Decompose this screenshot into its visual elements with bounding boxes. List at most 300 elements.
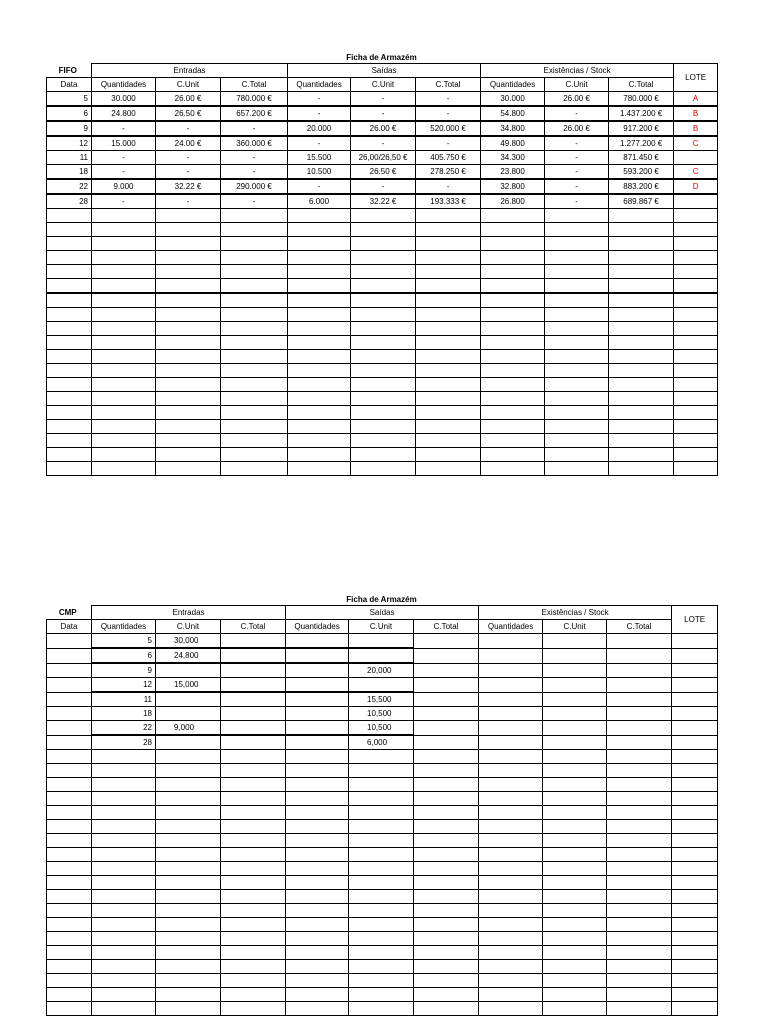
table-cell (674, 265, 718, 279)
table-cell (414, 806, 479, 820)
table-cell (288, 322, 351, 336)
table-cell (351, 237, 416, 251)
table-cell (672, 820, 718, 834)
table-cell (481, 322, 545, 336)
table-cell (349, 792, 414, 806)
table-cell (479, 876, 543, 890)
table-cell (479, 946, 543, 960)
table-cell (481, 293, 545, 308)
table-cell (543, 750, 607, 764)
fifo-sheet-title: Ficha de Armazém (346, 53, 417, 62)
fifo-col-entradas-ctotal: C.Total (221, 78, 288, 92)
table-cell (672, 1002, 718, 1016)
table-cell (414, 778, 479, 792)
table-cell (221, 364, 288, 378)
table-cell (545, 406, 609, 420)
table-cell: - (288, 179, 351, 194)
table-cell (609, 209, 674, 223)
table-cell (609, 378, 674, 392)
table-cell (349, 634, 414, 649)
table-cell (92, 764, 156, 778)
table-cell (545, 336, 609, 350)
table-cell (609, 322, 674, 336)
table-cell: 5 (92, 634, 156, 649)
table-row (47, 151, 718, 165)
table-cell (47, 634, 92, 649)
table-cell (47, 862, 92, 876)
table-cell (479, 890, 543, 904)
table-cell (156, 462, 221, 476)
cmp-group-saidas: Saídas (286, 606, 479, 620)
table-cell (288, 448, 351, 462)
table-cell: - (545, 194, 609, 209)
table-cell (92, 1002, 156, 1016)
table-cell (479, 707, 543, 721)
table-row (47, 194, 718, 209)
table-cell (221, 209, 288, 223)
table-cell (674, 364, 718, 378)
table-cell (47, 350, 92, 364)
empty-row (47, 251, 718, 265)
table-cell: 32.22 € (156, 179, 221, 194)
table-cell (674, 350, 718, 364)
table-cell (607, 918, 672, 932)
table-cell (607, 634, 672, 649)
table-cell (414, 960, 479, 974)
table-cell: 12 (47, 136, 92, 151)
table-cell (156, 392, 221, 406)
table-cell (349, 862, 414, 876)
table-cell (414, 648, 479, 663)
fifo-method-label: FIFO (47, 64, 92, 78)
table-cell (156, 448, 221, 462)
empty-row (47, 378, 718, 392)
table-cell (286, 876, 349, 890)
table-cell (286, 988, 349, 1002)
table-cell (92, 750, 156, 764)
table-cell (607, 820, 672, 834)
empty-row (47, 420, 718, 434)
table-cell (672, 764, 718, 778)
table-cell (286, 750, 349, 764)
table-cell (543, 890, 607, 904)
table-cell (607, 932, 672, 946)
empty-row (47, 265, 718, 279)
table-cell (414, 890, 479, 904)
table-cell (156, 434, 221, 448)
table-row (47, 92, 718, 107)
table-cell: 290.000 € (221, 179, 288, 194)
table-cell (349, 974, 414, 988)
table-cell (414, 634, 479, 649)
table-cell (607, 735, 672, 750)
table-cell (416, 462, 481, 476)
table-cell: - (92, 151, 156, 165)
table-cell (47, 721, 92, 736)
table-cell (416, 223, 481, 237)
table-cell (672, 946, 718, 960)
table-row (47, 678, 718, 693)
table-cell (221, 251, 288, 265)
table-cell (221, 336, 288, 350)
table-cell (221, 378, 288, 392)
table-cell: 30,000 (156, 634, 221, 649)
table-cell (609, 462, 674, 476)
table-cell (607, 834, 672, 848)
table-cell (351, 378, 416, 392)
table-cell (221, 946, 286, 960)
table-cell (414, 692, 479, 707)
table-cell: 15,500 (349, 692, 414, 707)
table-cell (286, 974, 349, 988)
table-cell: - (288, 136, 351, 151)
table-cell (221, 634, 286, 649)
table-cell (351, 223, 416, 237)
table-cell (414, 721, 479, 736)
table-cell (92, 904, 156, 918)
table-cell (674, 151, 718, 165)
table-cell: B (674, 106, 718, 121)
table-cell: 871.450 € (609, 151, 674, 165)
table-cell (609, 223, 674, 237)
table-cell (286, 890, 349, 904)
table-cell (607, 792, 672, 806)
table-cell (607, 988, 672, 1002)
table-cell (416, 448, 481, 462)
table-cell (479, 806, 543, 820)
table-cell (672, 750, 718, 764)
table-cell (674, 308, 718, 322)
table-cell (672, 806, 718, 820)
table-cell (288, 392, 351, 406)
table-cell (47, 946, 92, 960)
table-cell (221, 223, 288, 237)
table-cell (92, 806, 156, 820)
table-cell (416, 336, 481, 350)
table-cell (288, 350, 351, 364)
table-cell (92, 223, 156, 237)
table-row (47, 634, 718, 649)
table-cell: 5 (47, 92, 92, 107)
table-cell (47, 960, 92, 974)
table-cell (286, 960, 349, 974)
table-cell (47, 904, 92, 918)
table-cell (221, 420, 288, 434)
table-cell (156, 834, 221, 848)
table-cell: 11 (92, 692, 156, 707)
table-cell (349, 904, 414, 918)
fifo-col-entradas-cunit: C.Unit (156, 78, 221, 92)
table-cell (674, 392, 718, 406)
table-cell (156, 764, 221, 778)
table-cell (288, 336, 351, 350)
table-cell (47, 988, 92, 1002)
table-cell (607, 876, 672, 890)
table-cell (609, 336, 674, 350)
table-cell (543, 634, 607, 649)
table-cell: 24.00 € (156, 136, 221, 151)
fifo-col-saidas-quantidades: Quantidades (288, 78, 351, 92)
table-cell (543, 918, 607, 932)
table-cell (286, 848, 349, 862)
table-cell (672, 735, 718, 750)
table-cell: - (545, 106, 609, 121)
table-cell (414, 904, 479, 918)
table-cell (479, 792, 543, 806)
table-cell (609, 406, 674, 420)
table-cell (416, 392, 481, 406)
table-cell (92, 434, 156, 448)
table-cell: - (351, 92, 416, 107)
table-cell: 9 (92, 663, 156, 678)
fifo-group-lote: LOTE (674, 64, 718, 92)
table-cell (479, 1002, 543, 1016)
table-cell (416, 350, 481, 364)
table-cell (543, 778, 607, 792)
table-cell (288, 364, 351, 378)
table-cell (221, 862, 286, 876)
table-cell: - (416, 179, 481, 194)
table-cell (286, 707, 349, 721)
table-cell: - (288, 92, 351, 107)
empty-row (47, 904, 718, 918)
table-cell: 20,000 (349, 663, 414, 678)
table-cell (288, 378, 351, 392)
table-cell (545, 293, 609, 308)
table-cell (414, 834, 479, 848)
table-cell (674, 293, 718, 308)
table-cell (92, 251, 156, 265)
table-cell: 26.00 € (351, 121, 416, 136)
fifo-group-header-row (47, 64, 718, 78)
table-cell: - (221, 151, 288, 165)
table-cell (414, 988, 479, 1002)
table-cell (286, 834, 349, 848)
table-cell (47, 648, 92, 663)
table-cell: 780.000 € (609, 92, 674, 107)
table-cell (479, 960, 543, 974)
table-cell (221, 279, 288, 294)
cmp-col-saidas-cunit: C.Unit (349, 620, 414, 634)
table-cell (47, 223, 92, 237)
table-cell (92, 988, 156, 1002)
table-cell (47, 293, 92, 308)
table-cell: 10,500 (349, 721, 414, 736)
empty-row (47, 792, 718, 806)
table-cell (349, 890, 414, 904)
table-row (47, 707, 718, 721)
table-cell: 28 (92, 735, 156, 750)
fifo-col-stock-cunit: C.Unit (545, 78, 609, 92)
table-cell (479, 932, 543, 946)
table-cell (349, 806, 414, 820)
table-row (47, 721, 718, 736)
table-cell (351, 322, 416, 336)
table-cell (221, 434, 288, 448)
table-cell (47, 322, 92, 336)
table-cell (543, 974, 607, 988)
table-cell (351, 279, 416, 294)
table-cell (607, 764, 672, 778)
table-cell (543, 678, 607, 693)
table-cell (221, 1002, 286, 1016)
table-cell: - (92, 165, 156, 180)
table-cell (416, 293, 481, 308)
table-cell: 689.867 € (609, 194, 674, 209)
table-cell: 24,800 (156, 648, 221, 663)
table-cell: 32.800 (481, 179, 545, 194)
table-cell: - (221, 121, 288, 136)
table-cell (156, 279, 221, 294)
cmp-col-entradas-quantidades: Quantidades (92, 620, 156, 634)
table-cell (479, 778, 543, 792)
table-cell (481, 279, 545, 294)
table-cell: 593.200 € (609, 165, 674, 180)
table-cell (479, 692, 543, 707)
empty-row (47, 434, 718, 448)
table-cell (221, 792, 286, 806)
table-cell (672, 862, 718, 876)
table-cell (286, 735, 349, 750)
table-cell (414, 707, 479, 721)
empty-row (47, 293, 718, 308)
table-cell (672, 960, 718, 974)
table-cell: 26.50 € (351, 165, 416, 180)
table-cell (607, 974, 672, 988)
table-cell (47, 778, 92, 792)
table-cell (351, 392, 416, 406)
table-cell (481, 434, 545, 448)
table-cell (674, 462, 718, 476)
empty-row (47, 392, 718, 406)
table-cell (286, 663, 349, 678)
table-cell (221, 707, 286, 721)
table-cell: - (221, 165, 288, 180)
table-cell: 26.800 (481, 194, 545, 209)
table-cell (156, 663, 221, 678)
table-cell (92, 848, 156, 862)
table-cell (479, 904, 543, 918)
cmp-column-header-row (47, 620, 718, 634)
table-cell (349, 750, 414, 764)
fifo-col-data: Data (47, 78, 92, 92)
table-cell (349, 778, 414, 792)
table-cell (609, 448, 674, 462)
table-cell (481, 308, 545, 322)
table-cell (47, 364, 92, 378)
table-cell (47, 336, 92, 350)
table-cell: 9.000 (92, 179, 156, 194)
table-cell (479, 974, 543, 988)
table-cell (156, 960, 221, 974)
table-cell (674, 434, 718, 448)
table-cell (672, 678, 718, 693)
table-cell (543, 834, 607, 848)
table-cell (672, 988, 718, 1002)
table-cell (545, 462, 609, 476)
cmp-group-lote: LOTE (672, 606, 718, 634)
table-cell (672, 663, 718, 678)
table-cell (543, 648, 607, 663)
fifo-column-header-row (47, 78, 718, 92)
empty-row (47, 988, 718, 1002)
table-cell (47, 750, 92, 764)
table-cell (414, 792, 479, 806)
table-cell: - (416, 136, 481, 151)
table-cell: 30.000 (481, 92, 545, 107)
table-cell (156, 293, 221, 308)
table-cell (47, 918, 92, 932)
table-cell (156, 707, 221, 721)
table-cell (543, 820, 607, 834)
table-cell (286, 1002, 349, 1016)
table-cell (607, 678, 672, 693)
table-cell (543, 792, 607, 806)
table-cell (609, 308, 674, 322)
table-cell (156, 251, 221, 265)
table-cell (481, 392, 545, 406)
table-cell (479, 820, 543, 834)
table-cell (414, 876, 479, 890)
table-cell: 193.333 € (416, 194, 481, 209)
empty-row (47, 237, 718, 251)
table-cell (288, 265, 351, 279)
table-cell (221, 265, 288, 279)
table-cell: C (674, 136, 718, 151)
table-cell (47, 237, 92, 251)
table-cell (674, 336, 718, 350)
table-cell (286, 692, 349, 707)
table-cell: - (288, 106, 351, 121)
table-cell (221, 778, 286, 792)
table-cell (47, 692, 92, 707)
table-cell (47, 735, 92, 750)
table-cell: - (545, 151, 609, 165)
table-cell (609, 265, 674, 279)
empty-row (47, 209, 718, 223)
table-cell: 1.437.200 € (609, 106, 674, 121)
cmp-col-stock-cunit: C.Unit (543, 620, 607, 634)
cmp-table (46, 605, 718, 1016)
table-cell (543, 904, 607, 918)
table-row (47, 106, 718, 121)
table-cell (92, 960, 156, 974)
table-cell (221, 848, 286, 862)
table-cell (286, 721, 349, 736)
table-cell (221, 406, 288, 420)
table-cell (607, 890, 672, 904)
table-cell (543, 960, 607, 974)
table-cell (479, 634, 543, 649)
table-cell (416, 265, 481, 279)
fifo-col-saidas-cunit: C.Unit (351, 78, 416, 92)
table-cell (672, 634, 718, 649)
table-cell: 12 (92, 678, 156, 693)
table-cell (349, 946, 414, 960)
table-cell: C (674, 165, 718, 180)
empty-row (47, 750, 718, 764)
table-cell: 9 (47, 121, 92, 136)
table-cell (92, 932, 156, 946)
table-cell (545, 308, 609, 322)
table-cell (416, 209, 481, 223)
table-cell: 26,00/26,50 € (351, 151, 416, 165)
table-cell (288, 251, 351, 265)
table-cell: 15,000 (156, 678, 221, 693)
table-cell (674, 223, 718, 237)
table-cell (286, 918, 349, 932)
table-cell (545, 434, 609, 448)
